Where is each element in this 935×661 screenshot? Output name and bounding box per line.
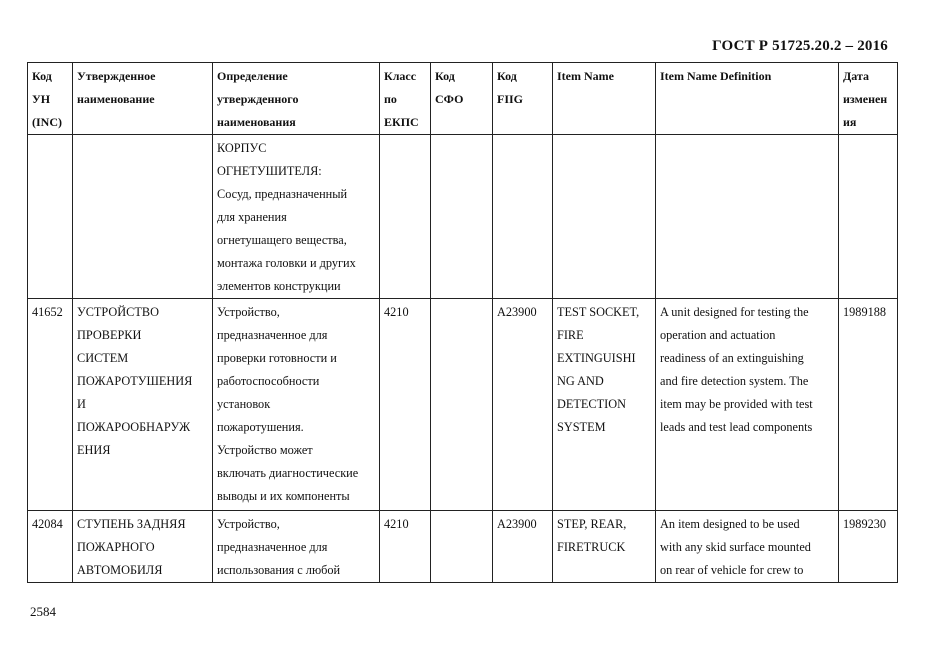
cell-col-inc-code [28,135,73,299]
header-line: изменен [843,92,888,106]
cell-col-definition [213,135,380,299]
table-header-row [28,63,898,135]
table-body [28,135,898,583]
cell-line: A23900 [497,305,537,319]
header-col-class [380,63,431,135]
cell-col-item-definition [656,299,839,511]
cell-line: работоспособности [217,374,320,388]
cell-line: СТУПЕНЬ ЗАДНЯЯ [77,517,186,531]
cell-line: ОГНЕТУШИТЕЛЯ: [217,164,322,178]
cell-line: АВТОМОБИЛЯ [77,563,163,577]
cell-line: предназначенное для [217,540,328,554]
cell-line: выводы и их компоненты [217,489,350,503]
cell-line: on rear of vehicle for crew to [660,563,804,577]
cell-line: огнетушащего вещества, [217,233,347,247]
cell-line: ПРОВЕРКИ [77,328,142,342]
cell-col-item-name [553,135,656,299]
cell-col-class [380,135,431,299]
cell-col-fiig-code [493,511,553,583]
cell-col-change-date [839,299,898,511]
cell-line: Устройство может [217,443,313,457]
cell-col-change-date [839,135,898,299]
cell-line: СИСТЕМ [77,351,129,365]
header-line: Дата [843,69,869,83]
data-table [27,62,898,583]
header-line: наименование [77,92,155,106]
header-line: Код [497,69,517,83]
cell-line: установок [217,397,271,411]
cell-line: Сосуд, предназначенный [217,187,348,201]
cell-col-inc-code [28,299,73,511]
cell-col-item-name [553,511,656,583]
cell-line: EXTINGUISHI [557,351,636,365]
cell-col-fiig-code [493,299,553,511]
header-line: Item Name [557,69,614,83]
cell-col-approved-name [73,511,213,583]
cell-line: включать диагностические [217,466,359,480]
cell-line: and fire detection system. The [660,374,809,388]
cell-line: элементов конструкции [217,279,341,293]
cell-line: предназначенное для [217,328,328,342]
cell-line: operation and actuation [660,328,776,342]
header-col-fiig-code [493,63,553,135]
cell-line: A23900 [497,517,537,531]
cell-line: Устройство, [217,517,280,531]
cell-line: A unit designed for testing the [660,305,809,319]
table-row [28,135,898,299]
cell-line: readiness of an extinguishing [660,351,804,365]
cell-line: 1989188 [843,305,887,319]
cell-line: FIRE [557,328,584,342]
cell-col-item-name [553,299,656,511]
cell-line: ЕНИЯ [77,443,111,457]
table-row [28,511,898,583]
cell-line: 42084 [32,517,63,531]
header-line: наименования [217,115,296,129]
header-line: Класс [384,69,417,83]
header-line: FIIG [497,92,524,106]
header-col-item-name [553,63,656,135]
cell-col-sfo-code [431,135,493,299]
cell-line: использования с любой [217,563,341,577]
cell-line: item may be provided with test [660,397,813,411]
cell-line: FIRETRUCK [557,540,626,554]
cell-line: Устройство, [217,305,280,319]
header-col-item-definition [656,63,839,135]
cell-line: An item designed to be used [660,517,800,531]
cell-line: ПОЖАРООБНАРУЖ [77,420,191,434]
cell-line: ПОЖАРОТУШЕНИЯ [77,374,193,388]
header-line: (INC) [32,115,62,129]
cell-line: проверки готовности и [217,351,337,365]
cell-col-class [380,299,431,511]
header-line: Код [435,69,455,83]
cell-col-change-date [839,511,898,583]
header-col-sfo-code [431,63,493,135]
page-number: 2584 [30,604,56,619]
cell-line: монтажа головки и других [217,256,356,270]
header-line: ия [843,115,857,129]
cell-line: TEST SOCKET, [557,305,640,319]
header-line: Код [32,69,52,83]
cell-line: SYSTEM [557,420,606,434]
table-row [28,299,898,511]
header-line: Определение [217,69,288,83]
header-col-inc-code [28,63,73,135]
cell-col-approved-name [73,135,213,299]
cell-line: with any skid surface mounted [660,540,811,554]
cell-col-fiig-code [493,135,553,299]
header-line: Item Name Definition [660,69,772,83]
cell-line: ПОЖАРНОГО [77,540,155,554]
cell-line: STEP, REAR, [557,517,627,531]
cell-col-inc-code [28,511,73,583]
cell-line: КОРПУС [217,141,267,155]
cell-line: 4210 [384,517,409,531]
document-title: ГОСТ Р 51725.20.2 – 2016 [712,38,888,54]
cell-line: NG AND [557,374,604,388]
header-line: утвержденного [217,92,299,106]
cell-col-sfo-code [431,511,493,583]
header-col-change-date [839,63,898,135]
header-line: по [384,92,397,106]
cell-col-sfo-code [431,299,493,511]
header-line: Утвержденное [77,69,156,83]
cell-line: 41652 [32,305,63,319]
cell-line: leads and test lead components [660,420,813,434]
header-line: СФО [435,92,464,106]
cell-col-approved-name [73,299,213,511]
cell-col-class [380,511,431,583]
cell-line: 1989230 [843,517,887,531]
header-col-approved-name [73,63,213,135]
header-line: ЕКПС [384,115,419,129]
header-line: УН [32,92,51,106]
cell-line: УСТРОЙСТВО [77,305,159,319]
cell-line: DETECTION [557,397,626,411]
cell-line: для хранения [217,210,287,224]
cell-line: пожаротушения. [217,420,304,434]
cell-col-definition [213,511,380,583]
cell-col-item-definition [656,135,839,299]
header-col-definition [213,63,380,135]
cell-line: 4210 [384,305,409,319]
cell-col-item-definition [656,511,839,583]
cell-line: И [77,397,86,411]
cell-col-definition [213,299,380,511]
